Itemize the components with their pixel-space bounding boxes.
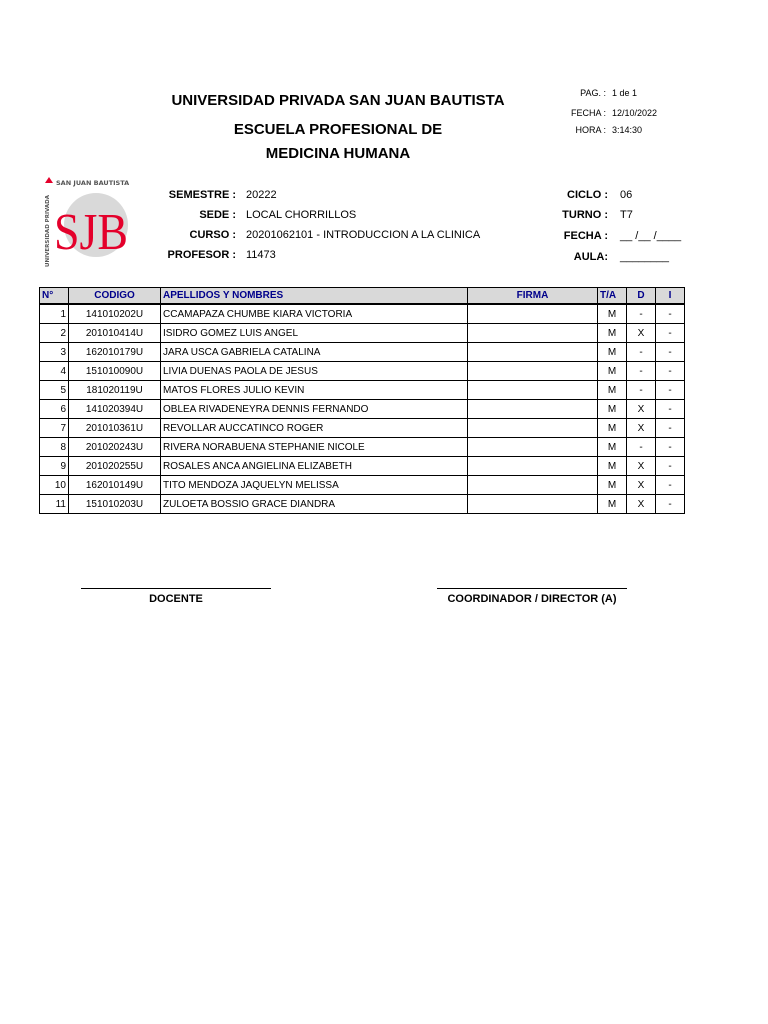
row-i: - [656,362,685,381]
row-code: 141020394U [69,400,161,419]
time-value: 3:14:30 [612,125,643,135]
row-code: 181020119U [69,381,161,400]
row-ta: M [598,476,627,495]
turno-label: TURNO : [562,209,608,221]
row-name: MATOS FLORES JULIO KEVIN [161,381,468,400]
row-num: 8 [40,438,69,457]
ciclo-value: 06 [620,189,633,201]
row-name: OBLEA RIVADENEYRA DENNIS FERNANDO [161,400,468,419]
row-ta: M [598,381,627,400]
col-header-d: D [627,288,656,305]
time-label: HORA : [575,125,606,135]
row-d: X [627,495,656,514]
row-signature-cell[interactable] [468,400,598,419]
row-num: 7 [40,419,69,438]
semestre-label: SEMESTRE : [168,189,236,201]
row-d: X [627,419,656,438]
row-i: - [656,304,685,324]
curso-label: CURSO : [189,229,236,241]
table-row [40,324,685,343]
docente-signature-label: DOCENTE [149,593,203,605]
ciclo-label: CICLO : [567,189,608,201]
row-d: X [627,476,656,495]
row-signature-cell[interactable] [468,457,598,476]
row-signature-cell[interactable] [468,304,598,324]
sede-label: SEDE : [199,209,236,221]
row-signature-cell[interactable] [468,381,598,400]
table-row [40,400,685,419]
row-ta: M [598,343,627,362]
table-row [40,381,685,400]
col-header-i: I [656,288,685,305]
col-header-name: APELLIDOS Y NOMBRES [161,288,468,305]
row-num: 2 [40,324,69,343]
row-d: - [627,381,656,400]
row-signature-cell[interactable] [468,495,598,514]
row-i: - [656,476,685,495]
fecha-label: FECHA : [563,230,608,242]
school-title-line2: MEDICINA HUMANA [265,145,411,162]
row-num: 11 [40,495,69,514]
col-header-num: N° [40,288,69,305]
profesor-value: 11473 [246,249,276,261]
row-ta: M [598,438,627,457]
logo-side-text: UNIVERSIDAD PRIVADA [45,195,51,267]
fecha-value: __ /__ /____ [620,230,682,242]
row-i: - [656,495,685,514]
row-i: - [656,457,685,476]
row-d: - [627,304,656,324]
row-num: 3 [40,343,69,362]
page-value: 1 de 1 [612,88,638,98]
coordinador-signature-label: COORDINADOR / DIRECTOR (A) [447,593,617,605]
row-name: RIVERA NORABUENA STEPHANIE NICOLE [161,438,468,457]
aula-label: AULA: [573,251,608,263]
row-d: X [627,400,656,419]
col-header-firma: FIRMA [468,288,598,305]
coordinador-signature-line [437,588,627,589]
row-signature-cell[interactable] [468,324,598,343]
row-num: 5 [40,381,69,400]
row-ta: M [598,457,627,476]
table-row [40,362,685,381]
turno-value: T7 [620,209,633,221]
row-signature-cell[interactable] [468,419,598,438]
row-name: ISIDRO GOMEZ LUIS ANGEL [161,324,468,343]
row-code: 162010149U [69,476,161,495]
table-header-row [40,288,685,305]
university-title: UNIVERSIDAD PRIVADA SAN JUAN BAUTISTA [171,92,505,109]
row-d: X [627,324,656,343]
date-value: 12/10/2022 [612,108,658,118]
row-code: 162010179U [69,343,161,362]
row-signature-cell[interactable] [468,438,598,457]
row-d: - [627,343,656,362]
row-d: - [627,438,656,457]
page-label: PAG. : [580,88,606,98]
row-i: - [656,400,685,419]
row-code: 151010090U [69,362,161,381]
university-logo [40,175,132,270]
col-header-ta: T/A [598,288,627,305]
aula-value: ________ [620,251,669,263]
row-name: REVOLLAR AUCCATINCO ROGER [161,419,468,438]
row-num: 9 [40,457,69,476]
row-i: - [656,343,685,362]
semestre-value: 20222 [246,189,277,201]
row-name: LIVIA DUENAS PAOLA DE JESUS [161,362,468,381]
row-num: 6 [40,400,69,419]
col-header-code: CODIGO [69,288,161,305]
logo-monogram: SJB [54,204,128,261]
table-row [40,476,685,495]
row-ta: M [598,419,627,438]
table-row [40,457,685,476]
date-label: FECHA : [570,108,606,118]
row-name: ROSALES ANCA ANGIELINA ELIZABETH [161,457,468,476]
row-signature-cell[interactable] [468,476,598,495]
attendance-table [39,287,685,514]
docente-signature-line [81,588,271,589]
table-row [40,495,685,514]
row-name: CCAMAPAZA CHUMBE KIARA VICTORIA [161,304,468,324]
row-i: - [656,419,685,438]
row-code: 201010414U [69,324,161,343]
row-ta: M [598,362,627,381]
table-row [40,343,685,362]
row-name: TITO MENDOZA JAQUELYN MELISSA [161,476,468,495]
row-signature-cell[interactable] [468,343,598,362]
sede-value: LOCAL CHORRILLOS [246,209,357,221]
table-row [40,419,685,438]
row-num: 1 [40,304,69,324]
row-name: JARA USCA GABRIELA CATALINA [161,343,468,362]
row-ta: M [598,400,627,419]
table-row [40,304,685,324]
logo-flame-icon [45,177,53,183]
curso-value: 20201062101 - INTRODUCCION A LA CLINICA [246,229,481,241]
row-code: 151010203U [69,495,161,514]
table-row [40,438,685,457]
row-signature-cell[interactable] [468,362,598,381]
row-i: - [656,324,685,343]
row-num: 10 [40,476,69,495]
row-ta: M [598,304,627,324]
row-code: 201020255U [69,457,161,476]
school-title-line1: ESCUELA PROFESIONAL DE [233,121,443,138]
row-i: - [656,381,685,400]
row-name: ZULOETA BOSSIO GRACE DIANDRA [161,495,468,514]
row-ta: M [598,495,627,514]
logo-top-text: SAN JUAN BAUTISTA [56,179,130,187]
row-code: 201020243U [69,438,161,457]
row-d: X [627,457,656,476]
row-num: 4 [40,362,69,381]
profesor-label: PROFESOR : [167,249,236,261]
row-code: 201010361U [69,419,161,438]
row-ta: M [598,324,627,343]
row-d: - [627,362,656,381]
row-i: - [656,438,685,457]
row-code: 141010202U [69,304,161,324]
